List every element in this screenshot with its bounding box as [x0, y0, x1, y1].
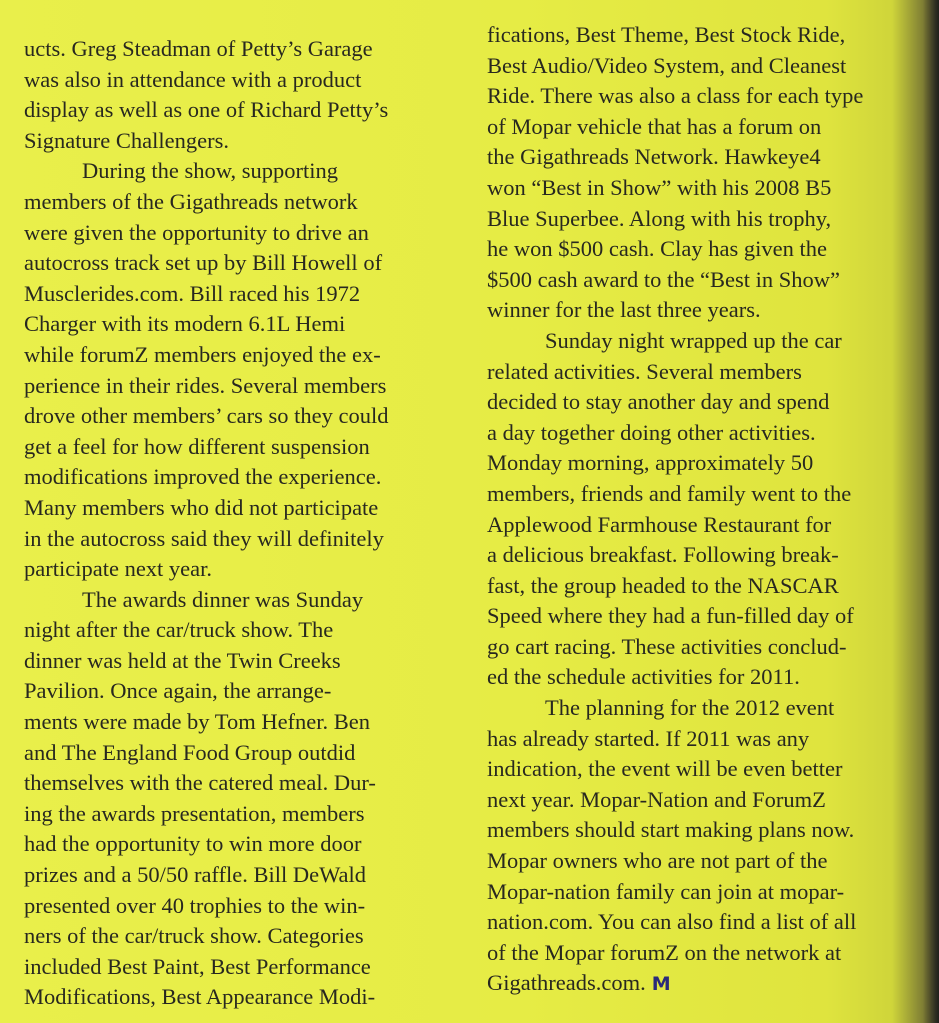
text-line: display as well as one of Richard Petty’s	[24, 97, 389, 123]
text-line: Mopar-nation family can join at mopar-	[487, 878, 845, 904]
text-line: go cart racing. These activities conclud-	[487, 633, 847, 659]
text-line: Monday morning, approximately 50	[487, 450, 814, 476]
text-line: nation.com. You can also find a list of all	[487, 909, 857, 935]
text-line: Applewood Farmhouse Restaurant for	[487, 511, 832, 537]
text-line: Speed where they had a fun-filled day of	[487, 603, 854, 629]
text-line: of the Mopar forumZ on the network at	[487, 939, 842, 965]
text-line: themselves with the catered meal. Dur-	[24, 770, 376, 796]
text-line-content: Gigathreads.com.	[487, 970, 646, 996]
left-text-column	[24, 34, 470, 1013]
text-line: and The England Food Group outdid	[24, 739, 356, 765]
text-line: a day together doing other activities.	[487, 419, 816, 445]
text-line: drove other members’ cars so they could	[24, 403, 389, 429]
text-line: Musclerides.com. Bill raced his 1972	[24, 280, 361, 306]
text-line: ners of the car/truck show. Categories	[24, 923, 364, 949]
text-line: Charger with its modern 6.1L Hemi	[24, 311, 346, 337]
text-line: modifications improved the experience.	[24, 464, 382, 490]
paragraph-start-line: The planning for the 2012 event	[545, 695, 835, 721]
text-line: ing the awards presentation, members	[24, 800, 365, 826]
right-text-column	[487, 20, 927, 999]
paragraph-start-line: Sunday night wrapped up the car	[545, 327, 842, 353]
text-line: fications, Best Theme, Best Stock Ride,	[487, 22, 846, 47]
text-line: get a feel for how different suspension	[24, 433, 370, 459]
text-line: of Mopar vehicle that has a forum on	[487, 113, 822, 139]
text-line: dinner was held at the Twin Creeks	[24, 647, 341, 673]
text-line: ments were made by Tom Hefner. Ben	[24, 709, 371, 735]
end-of-article-mark: M	[651, 973, 671, 996]
text-line: ed the schedule activities for 2011.	[487, 664, 800, 690]
text-line: Mopar owners who are not part of the	[487, 848, 828, 874]
text-line: winner for the last three years.	[487, 297, 761, 323]
text-line: was also in attendance with a product	[24, 66, 362, 92]
text-line: night after the car/truck show. The	[24, 617, 334, 643]
paragraph-start-line: The awards dinner was Sunday	[82, 586, 364, 612]
text-line: while forumZ members enjoyed the ex-	[24, 341, 381, 367]
text-line: autocross track set up by Bill Howell of	[24, 250, 383, 276]
text-line: included Best Paint, Best Performance	[24, 953, 371, 979]
text-line: Signature Challengers.	[24, 127, 229, 153]
text-line: Best Audio/Video System, and Cleanest	[487, 52, 847, 78]
text-line: Ride. There was also a class for each type	[487, 83, 864, 109]
text-line: in the autocross said they will definitely	[24, 525, 384, 551]
text-line: the Gigathreads Network. Hawkeye4	[487, 144, 821, 170]
text-line: ucts. Greg Steadman of Petty’s Garage	[24, 36, 373, 61]
text-line: were given the opportunity to drive an	[24, 219, 369, 245]
text-line: Many members who did not participate	[24, 494, 379, 520]
text-line: has already started. If 2011 was any	[487, 725, 810, 751]
text-line: members should start making plans now.	[487, 817, 855, 843]
text-line: decided to stay another day and spend	[487, 389, 830, 415]
text-line: presented over 40 trophies to the win-	[24, 892, 366, 918]
text-line: a delicious breakfast. Following break-	[487, 542, 839, 568]
text-line: indication, the event will be even better	[487, 756, 843, 782]
text-line: Pavilion. Once again, the arrange-	[24, 678, 332, 704]
text-line: members of the Gigathreads network	[24, 188, 358, 214]
text-line: perience in their rides. Several members	[24, 372, 387, 398]
text-line: next year. Mopar-Nation and ForumZ	[487, 786, 826, 812]
text-line: fast, the group headed to the NASCAR	[487, 572, 839, 598]
paragraph-start-line: During the show, supporting	[82, 158, 339, 184]
text-line: prizes and a 50/50 raffle. Bill DeWald	[24, 862, 367, 888]
text-line: had the opportunity to win more door	[24, 831, 362, 857]
last-text-line	[487, 968, 927, 999]
text-line: participate next year.	[24, 556, 213, 582]
page-gutter-shadow	[923, 0, 939, 1023]
text-line: won “Best in Show” with his 2008 B5	[487, 174, 832, 200]
text-line: Blue Superbee. Along with his trophy,	[487, 205, 832, 231]
text-line: he won $500 cash. Clay has given the	[487, 236, 827, 262]
text-line: Modifications, Best Appearance Modi-	[24, 984, 376, 1010]
text-line: members, friends and family went to the	[487, 480, 852, 506]
text-line: related activities. Several members	[487, 358, 802, 384]
text-line: $500 cash award to the “Best in Show”	[487, 266, 841, 292]
